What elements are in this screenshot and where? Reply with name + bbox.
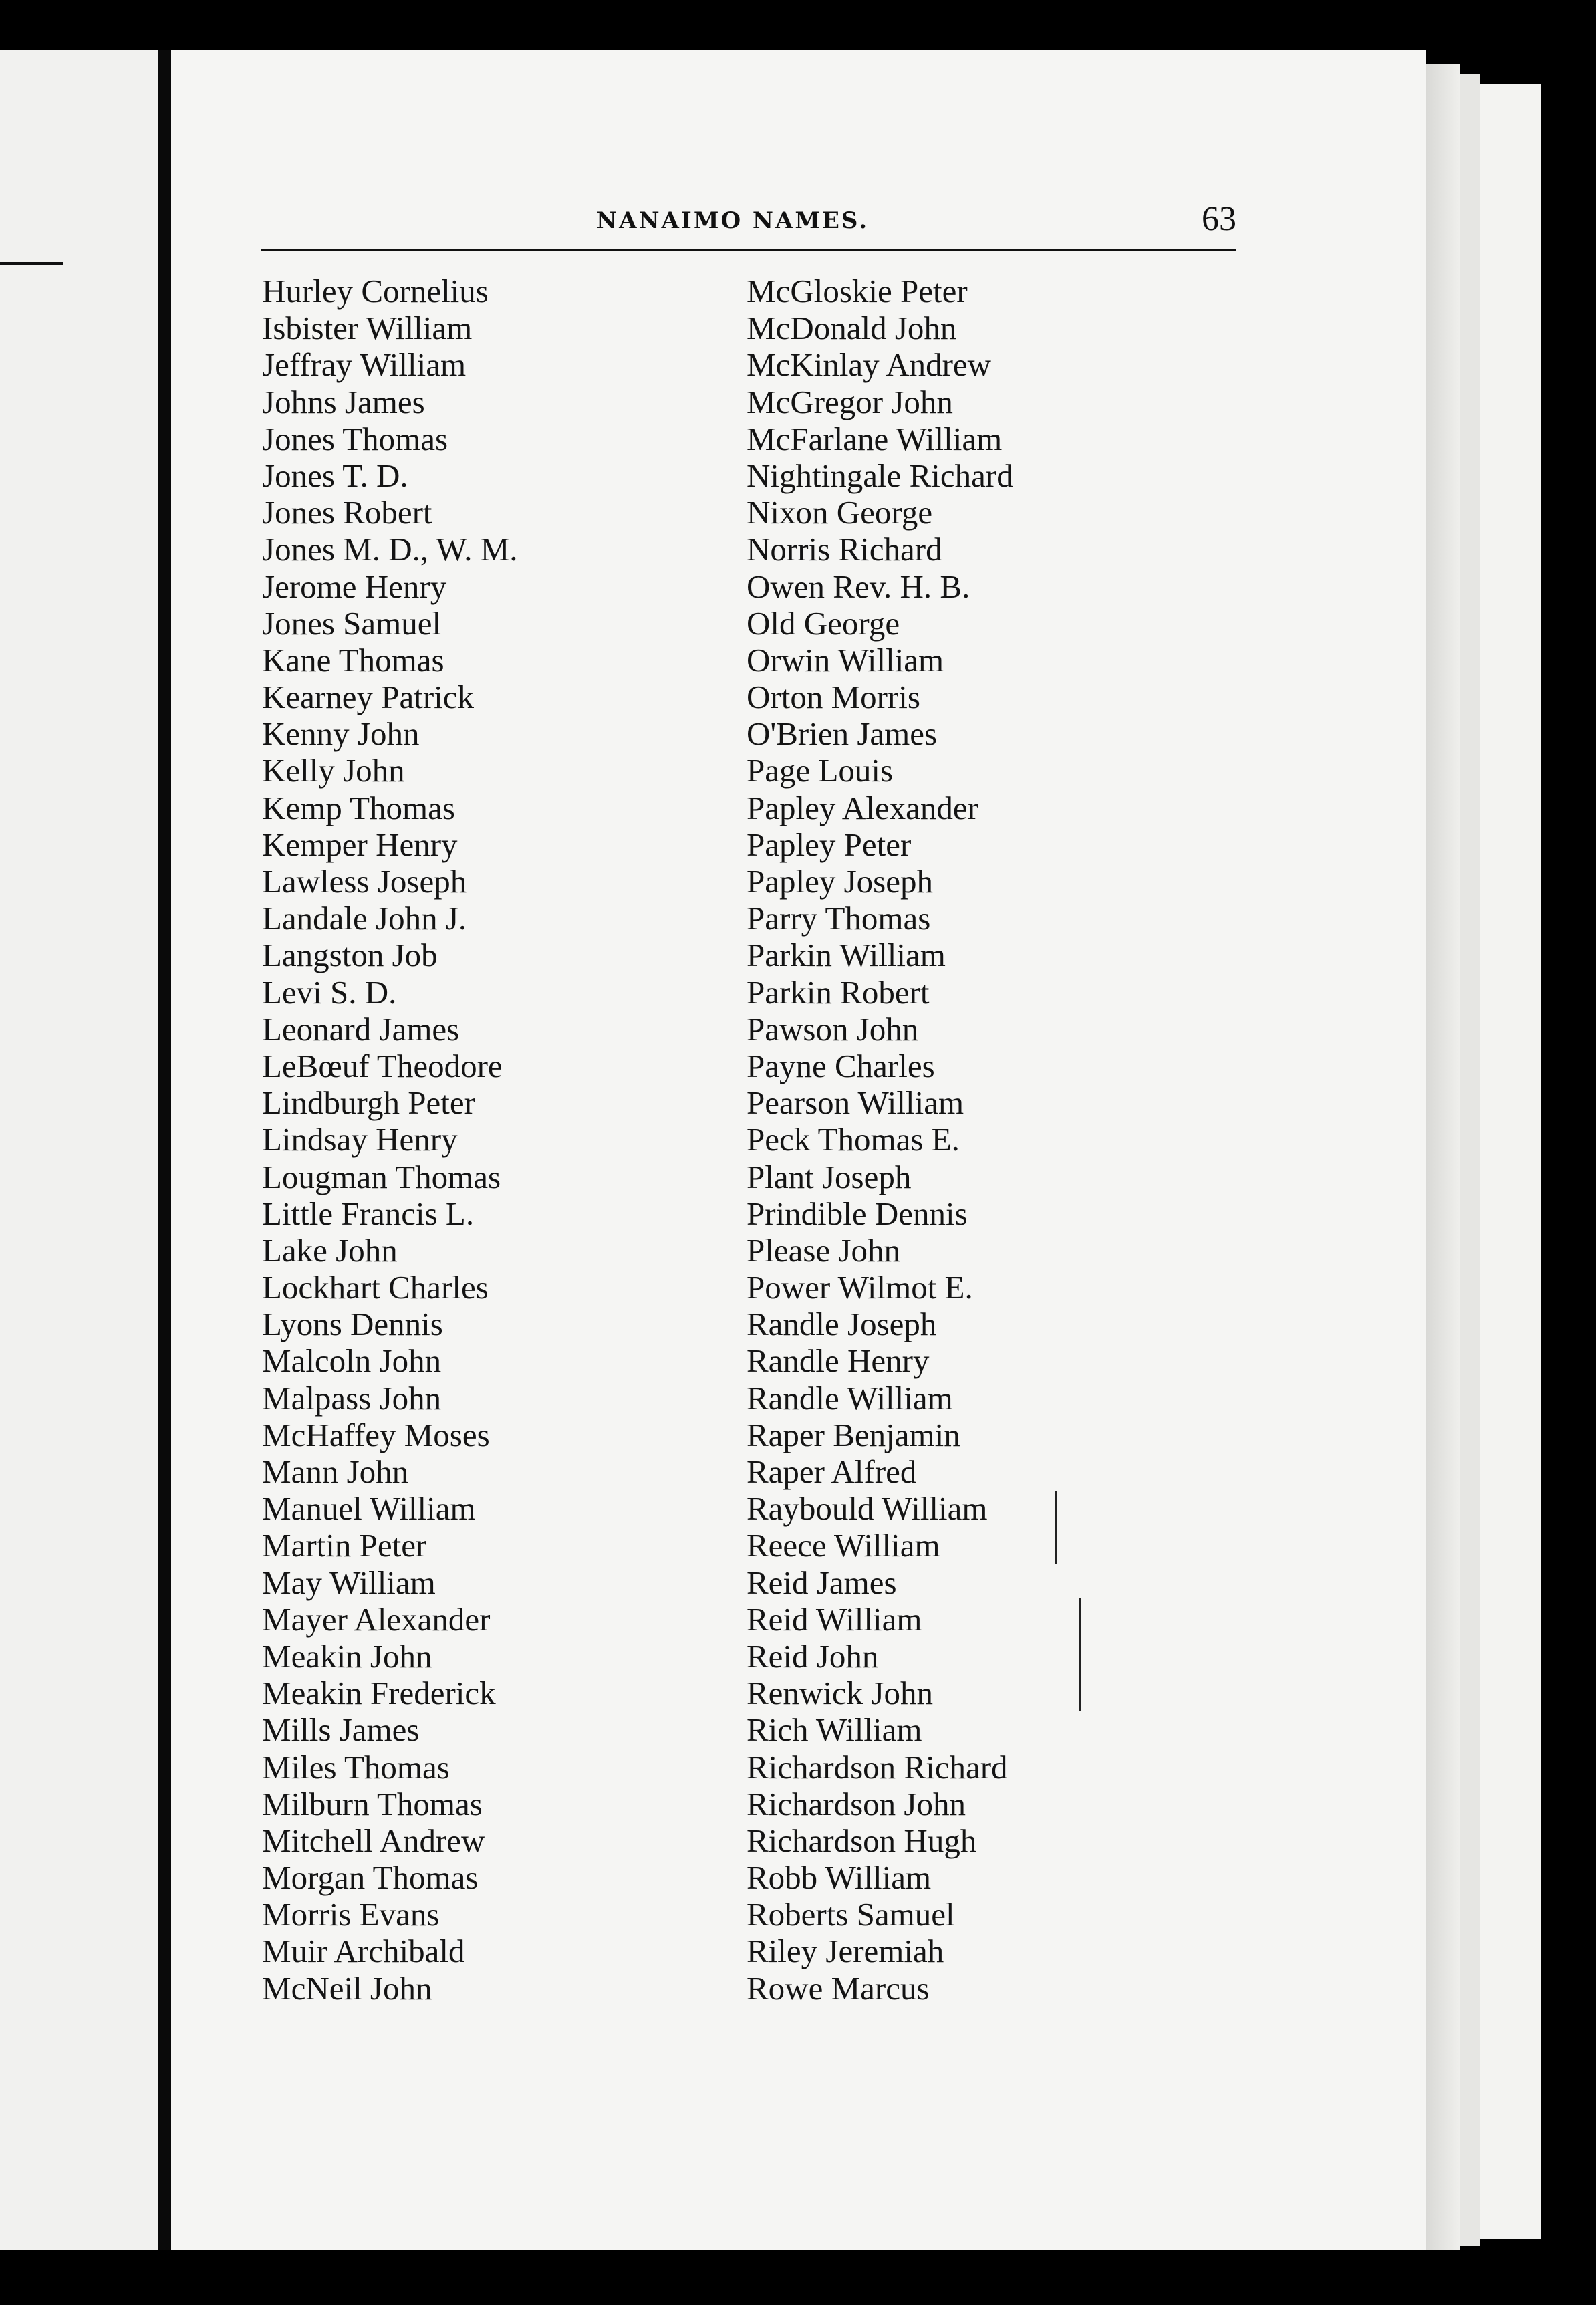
directory-entry: Papley Peter [747,826,912,863]
directory-entry: Reid John [747,1637,879,1675]
directory-entry: Lougman Thomas [262,1158,501,1195]
directory-entry: LeBœuf Theodore [262,1047,503,1084]
directory-entry: Raper Alfred [747,1453,917,1490]
directory-entry: Randle Henry [747,1342,930,1380]
directory-entry: McGregor John [747,383,953,420]
directory-entry: Richardson Richard [747,1748,1008,1786]
directory-entry: Reid William [747,1600,922,1638]
directory-entry: Malcoln John [262,1342,442,1380]
directory-entry: Isbister William [262,310,473,347]
directory-entry: Reid James [747,1564,897,1601]
directory-entry: O'Brien James [747,715,938,753]
directory-entry: May William [262,1564,436,1601]
directory-entry: McDonald John [747,310,957,347]
facing-page-edge [0,50,158,2250]
directory-entry: Mitchell Andrew [262,1822,485,1859]
page-header [261,194,1236,254]
directory-entry: Leonard James [262,1010,460,1048]
page-number: 63 [1202,200,1236,238]
directory-entry: Randle William [747,1379,953,1417]
directory-entry: Meakin Frederick [262,1675,496,1712]
directory-entry: Hurley Cornelius [262,273,489,310]
directory-entry: Norris Richard [747,531,942,568]
directory-entry: Jones Robert [262,494,432,531]
directory-entry: Kearney Patrick [262,679,474,716]
directory-entry: Richardson John [747,1785,966,1822]
directory-entry: Manuel William [262,1490,476,1528]
directory-entry: Reece William [747,1527,940,1564]
directory-entry: Jones T. D. [262,457,408,494]
directory-entry: Mayer Alexander [262,1600,491,1638]
directory-entry: Riley Jeremiah [747,1933,944,1970]
directory-entry: McNeil John [262,1969,432,2007]
directory-entry: Page Louis [747,752,894,790]
page-stack-edge [1460,74,1480,2246]
directory-entry: Rich William [747,1711,922,1749]
directory-entry: Old George [747,604,900,642]
directory-entry: Prindible Dennis [747,1195,968,1232]
directory-entry: Power Wilmot E. [747,1269,973,1306]
directory-entry: Parry Thomas [747,900,931,937]
directory-entry: Langston Job [262,937,438,974]
directory-entry: Lake John [262,1231,398,1269]
directory-entry: Owen Rev. H. B. [747,568,970,605]
directory-entry: Nightingale Richard [747,457,1013,494]
directory-entry: Little Francis L. [262,1195,475,1232]
directory-entry: Muir Archibald [262,1933,465,1970]
margin-mark [1055,1491,1057,1564]
directory-entry: Lawless Joseph [262,863,467,900]
directory-entry: Mann John [262,1453,409,1490]
directory-entry: Martin Peter [262,1527,427,1564]
directory-entry: Kelly John [262,752,405,790]
directory-entry: Lockhart Charles [262,1269,489,1306]
directory-entry: Robb William [747,1859,932,1897]
directory-entry: Peck Thomas E. [747,1121,960,1159]
directory-entry: Jerome Henry [262,568,447,605]
directory-entry: Nixon George [747,494,933,531]
directory-entry: Richardson Hugh [747,1822,977,1859]
directory-entry: Kenny John [262,715,420,753]
directory-entry: Please John [747,1231,900,1269]
directory-entry: Jones Thomas [262,420,448,457]
directory-entry: Miles Thomas [262,1748,450,1786]
directory-entry: Levi S. D. [262,973,397,1011]
directory-entry: Randle Joseph [747,1306,937,1343]
directory-entry: Parkin William [747,937,946,974]
directory-entry: McGloskie Peter [747,273,968,310]
directory-entry: Rowe Marcus [747,1969,930,2007]
book-gutter [158,50,171,2250]
directory-entry: Parkin Robert [747,973,930,1011]
directory-entry: Milburn Thomas [262,1785,483,1822]
running-head: NANAIMO NAMES. [596,207,870,234]
directory-entry: Malpass John [262,1379,442,1417]
directory-entry: Meakin John [262,1637,432,1675]
directory-entry: Lyons Dennis [262,1306,443,1343]
directory-entry: Johns James [262,383,425,420]
directory-entry: Jeffray William [262,346,467,384]
directory-entry: Mills James [262,1711,420,1749]
directory-entry: Landale John J. [262,900,467,937]
page-stack-edge [1480,84,1541,2239]
page-stack-edge [1426,64,1460,2250]
directory-entry: Kemp Thomas [262,789,455,826]
directory-entry: Kane Thomas [262,641,444,679]
directory-entry: McKinlay Andrew [747,346,992,384]
directory-entry: Plant Joseph [747,1158,912,1195]
directory-entry: Roberts Samuel [747,1896,955,1933]
directory-entry: Papley Joseph [747,863,933,900]
directory-entry: Orwin William [747,641,944,679]
directory-entry: Orton Morris [747,679,920,716]
directory-entry: McHaffey Moses [262,1416,490,1453]
margin-mark [1079,1598,1081,1711]
facing-page-rule [0,262,63,265]
directory-entry: McFarlane William [747,420,1003,457]
directory-entry: Pawson John [747,1010,919,1048]
directory-entry: Papley Alexander [747,789,978,826]
directory-entry: Lindsay Henry [262,1121,458,1159]
directory-entry: Raper Benjamin [747,1416,960,1453]
directory-entry: Kemper Henry [262,826,458,863]
names-column-left [262,273,518,2007]
directory-entry: Jones M. D., W. M. [262,531,518,568]
directory-entry: Morgan Thomas [262,1859,479,1897]
directory-entry: Jones Samuel [262,604,442,642]
directory-entry: Morris Evans [262,1896,440,1933]
directory-entry: Pearson William [747,1084,964,1122]
directory-entry: Lindburgh Peter [262,1084,475,1122]
names-column-right [747,273,1013,2007]
directory-entry: Payne Charles [747,1047,935,1084]
directory-entry: Raybould William [747,1490,988,1528]
directory-entry: Renwick John [747,1675,933,1712]
header-rule [261,249,1236,251]
